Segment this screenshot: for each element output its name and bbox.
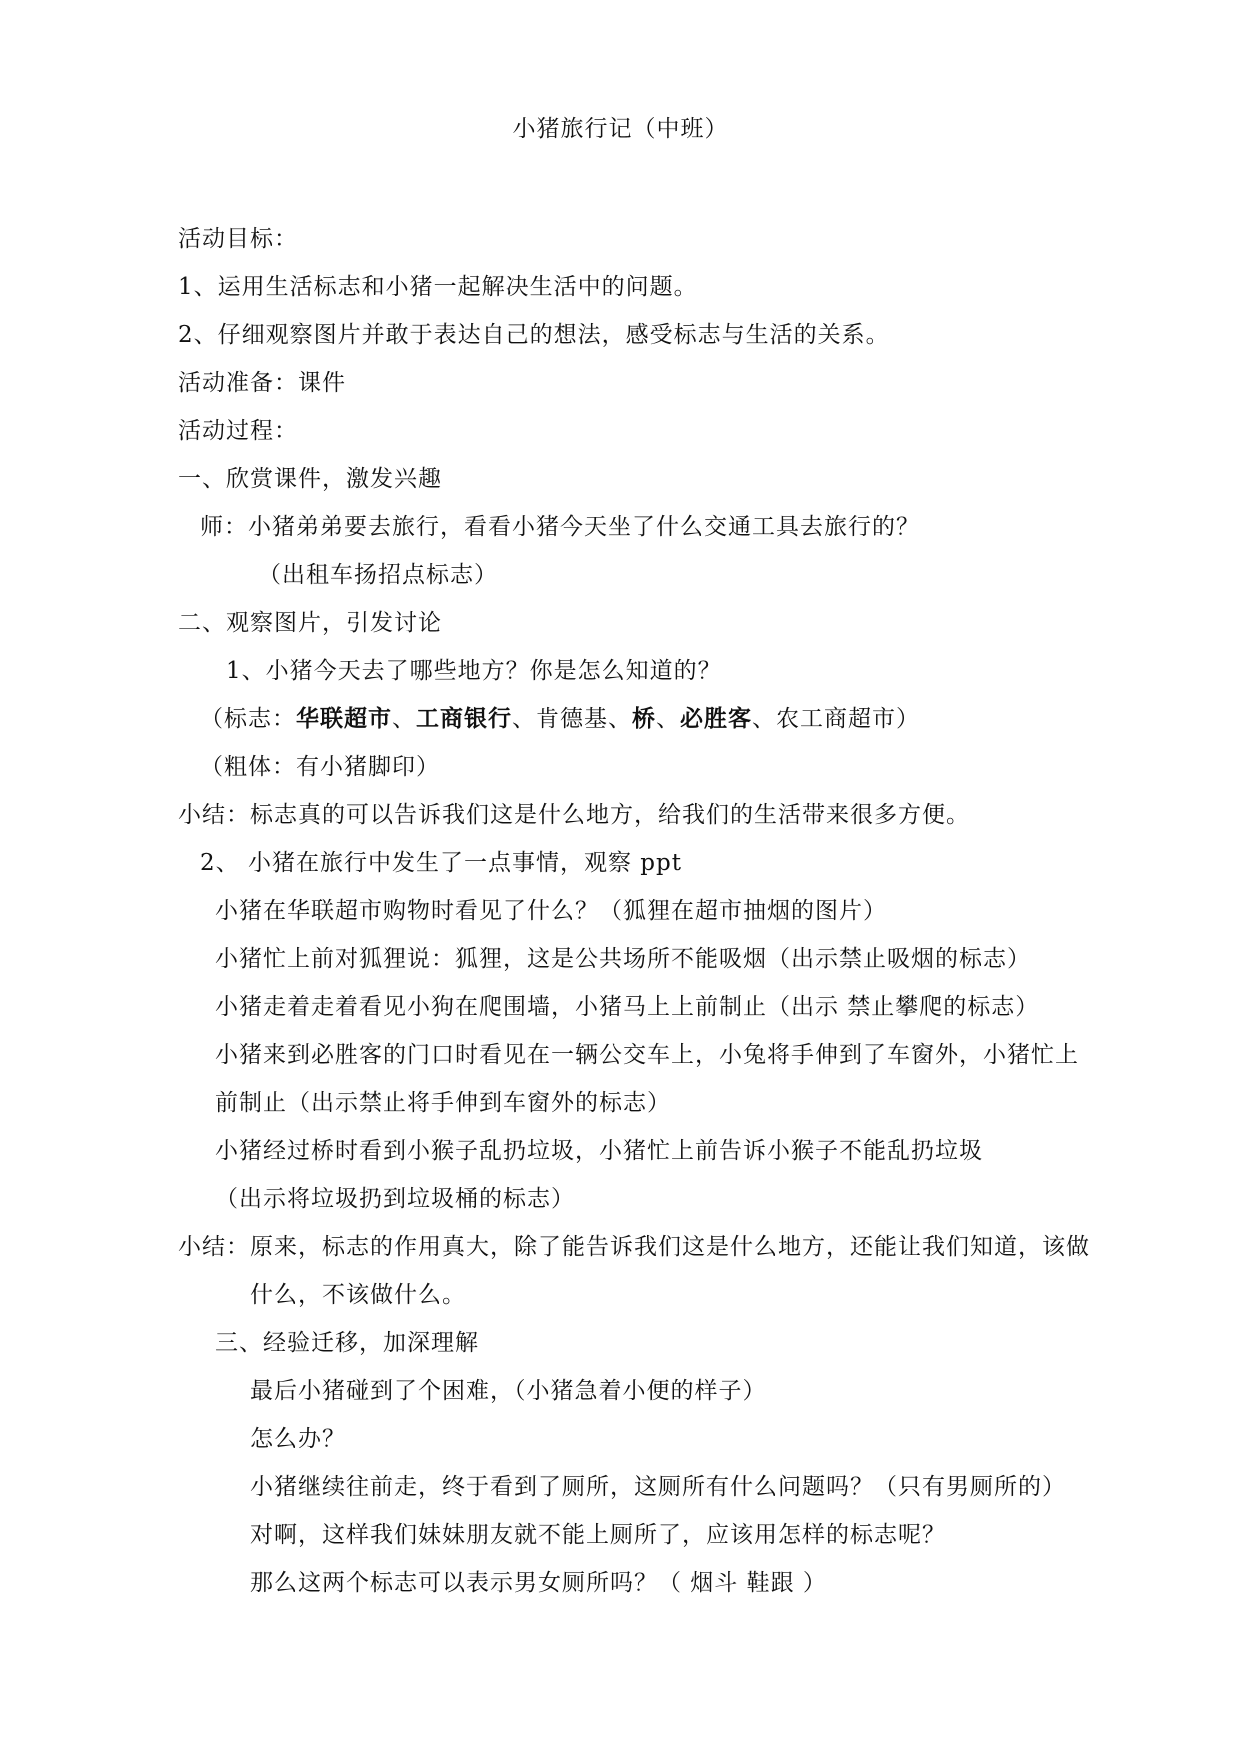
section-1-heading: 一、欣赏课件，激发兴趣 (178, 466, 442, 492)
sign-hualian-bold: 华联超市 (296, 705, 392, 732)
section-2-heading: 二、观察图片，引发讨论 (178, 610, 442, 636)
section-2-question-2: 2、 小猪在旅行中发生了一点事情，观察 ppt (200, 850, 682, 876)
sign-pizzahut-bold: 必胜客 (680, 705, 752, 732)
story-line-1: 小猪在华联超市购物时看见了什么？（狐狸在超市抽烟的图片） (215, 898, 887, 924)
preparation-line: 活动准备：课件 (178, 370, 346, 396)
section-3-paragraph-4: 对啊，这样我们妹妹朋友就不能上厕所了，应该用怎样的标志呢？ (250, 1522, 946, 1548)
signs-sep-1: 、 (392, 706, 416, 732)
story-line-4a: 小猪来到必胜客的门口时看见在一辆公交车上，小兔将手伸到了车窗外，小猪忙上 (215, 1042, 1079, 1068)
section-1-note: （出租车扬招点标志） (258, 562, 498, 588)
section-1-teacher-line: 师：小猪弟弟要去旅行，看看小猪今天坐了什么交通工具去旅行的？ (200, 514, 920, 540)
goal-item-1: 1、运用生活标志和小猪一起解决生活中的问题。 (178, 274, 698, 300)
story-line-3: 小猪走着走着看见小狗在爬围墙，小猪马上上前制止（出示 禁止攀爬的标志） (215, 994, 1040, 1020)
story-line-4b: 前制止（出示禁止将手伸到车窗外的标志） (215, 1090, 671, 1116)
section-3-paragraph-2: 怎么办？ (250, 1426, 346, 1452)
section-3-paragraph-3: 小猪继续往前走，终于看到了厕所，这厕所有什么问题吗？（只有男厕所的） (250, 1474, 1066, 1500)
goals-heading: 活动目标： (178, 226, 298, 252)
signs-open: （标志： (200, 706, 296, 732)
bold-note: （粗体：有小猪脚印） (200, 754, 440, 780)
summary-2a: 小结：原来，标志的作用真大，除了能告诉我们这是什么地方，还能让我们知道，该做 (178, 1234, 1090, 1260)
sign-icbc-bold: 工商银行 (416, 705, 512, 732)
section-3-heading: 三、经验迁移，加深理解 (215, 1330, 479, 1356)
sign-bridge-bold: 桥 (632, 705, 656, 732)
summary-1: 小结：标志真的可以告诉我们这是什么地方，给我们的生活带来很多方便。 (178, 802, 970, 828)
story-line-2: 小猪忙上前对狐狸说：狐狸，这是公共场所不能吸烟（出示禁止吸烟的标志） (215, 946, 1031, 972)
document-title: 小猪旅行记（中班） (512, 116, 729, 142)
signs-line (200, 704, 920, 734)
section-2-question-1: 1、小猪今天去了哪些地方？你是怎么知道的？ (226, 658, 722, 684)
signs-sep-2: 、 (656, 706, 680, 732)
story-line-5b: （出示将垃圾扔到垃圾桶的标志） (215, 1186, 575, 1212)
process-heading: 活动过程： (178, 418, 298, 444)
story-line-5a: 小猪经过桥时看到小猴子乱扔垃圾，小猪忙上前告诉小猴子不能乱扔垃圾 (215, 1138, 983, 1164)
section-3-paragraph-5: 那么这两个标志可以表示男女厕所吗？（ 烟斗 鞋跟 ） (250, 1570, 827, 1596)
summary-2b: 什么，不该做什么。 (250, 1282, 466, 1308)
goal-item-2: 2、仔细观察图片并敢于表达自己的想法，感受标志与生活的关系。 (178, 322, 890, 348)
signs-plain-2: 、农工商超市） (752, 706, 920, 732)
signs-plain-1: 、肯德基、 (512, 706, 632, 732)
section-3-paragraph-1: 最后小猪碰到了个困难，（小猪急着小便的样子） (250, 1378, 767, 1404)
